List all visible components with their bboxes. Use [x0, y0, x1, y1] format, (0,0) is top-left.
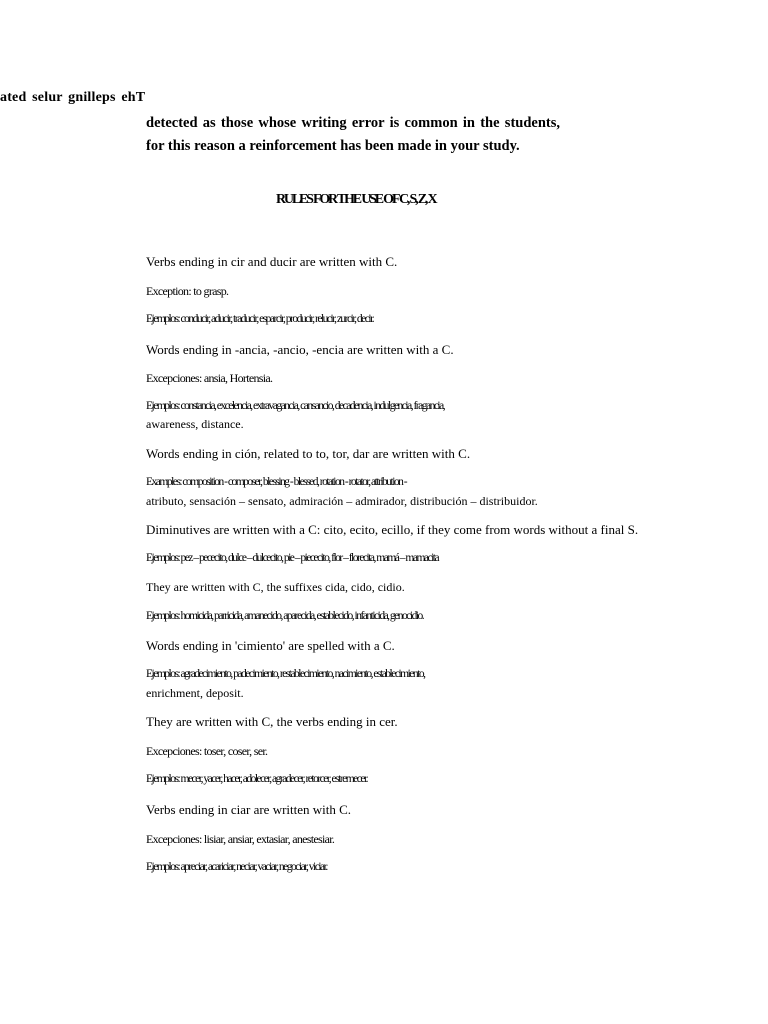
- header-fragment: ated selur gnilleps ehT: [0, 90, 146, 105]
- examples-line-4: Ejemplos: pez – pececito, dulce – dulcecito, pie – piececito, flor – florecita, mamá – mamacita: [146, 552, 439, 564]
- examples-line-2: Ejemplos: constancia, excelencia, extravagancia, cansancio, decadencia, indulgencia, fragancia,: [146, 400, 445, 412]
- intro-paragraph: detected as those whose writing error is common in the students, for this reason a reinforcement has been made in your study.: [146, 115, 560, 154]
- rules-title: RULES FOR THE USE OF C, S, Z, X: [276, 192, 436, 207]
- rule-line-4: Diminutives are written with a C: cito, ecito, ecillo, if they come from words without a final S.: [146, 522, 639, 537]
- examples-line-7: Ejemplos: mecer, yacer, hacer, adolecer, agradecer, retorcer, estremecer.: [146, 773, 368, 785]
- rule-line-1: Verbs ending in cir and ducir are written with C.: [146, 254, 398, 269]
- exception-line-7: Excepciones: toser, coser, ser.: [146, 744, 268, 758]
- exception-line-2: Excepciones: ansia, Hortensia.: [146, 371, 273, 385]
- examples-line-3-cont: atributo, sensación – sensato, admiración – admirador, distribución – distribuidor.: [146, 494, 538, 508]
- rule-line-6: Words ending in 'cimiento' are spelled with a C.: [146, 638, 395, 653]
- rule-line-2: Words ending in -ancia, -ancio, -encia are written with a C.: [146, 342, 454, 357]
- examples-line-2-cont: awareness, distance.: [146, 417, 244, 431]
- rule-line-3: Words ending in ción, related to to, tor, dar are written with C.: [146, 446, 471, 461]
- examples-line-5: Ejemplos: homicida, parricida, amanecido, aparecida, establecido, infanticida, genocidio.: [146, 610, 424, 622]
- rule-line-5: They are written with C, the suffixes cida, cido, cidio.: [146, 580, 405, 594]
- examples-line-6: Ejemplos: agradecimiento, padecimiento, restablecimiento, nacimiento, establecimiento,: [146, 668, 425, 680]
- exception-line-1: Exception: to grasp.: [146, 284, 229, 298]
- examples-line-1: Ejemplos: conducir, aducir, traducir, esparcir, producir, relucir, zurcir, decir.: [146, 313, 374, 325]
- examples-line-6-cont: enrichment, deposit.: [146, 686, 244, 700]
- rule-line-7: They are written with C, the verbs ending in cer.: [146, 714, 398, 729]
- exception-line-8: Excepciones: lisiar, ansiar, extasiar, anestesiar.: [146, 832, 335, 846]
- examples-line-3: Examples: composition - composer, blessing - blessed, rotation - rotator, attribution -: [146, 476, 407, 488]
- examples-line-8: Ejemplos: apreciar, acariciar, neciar, vaciar, negociar, viciar.: [146, 861, 327, 873]
- rule-line-8: Verbs ending in ciar are written with C.: [146, 802, 352, 817]
